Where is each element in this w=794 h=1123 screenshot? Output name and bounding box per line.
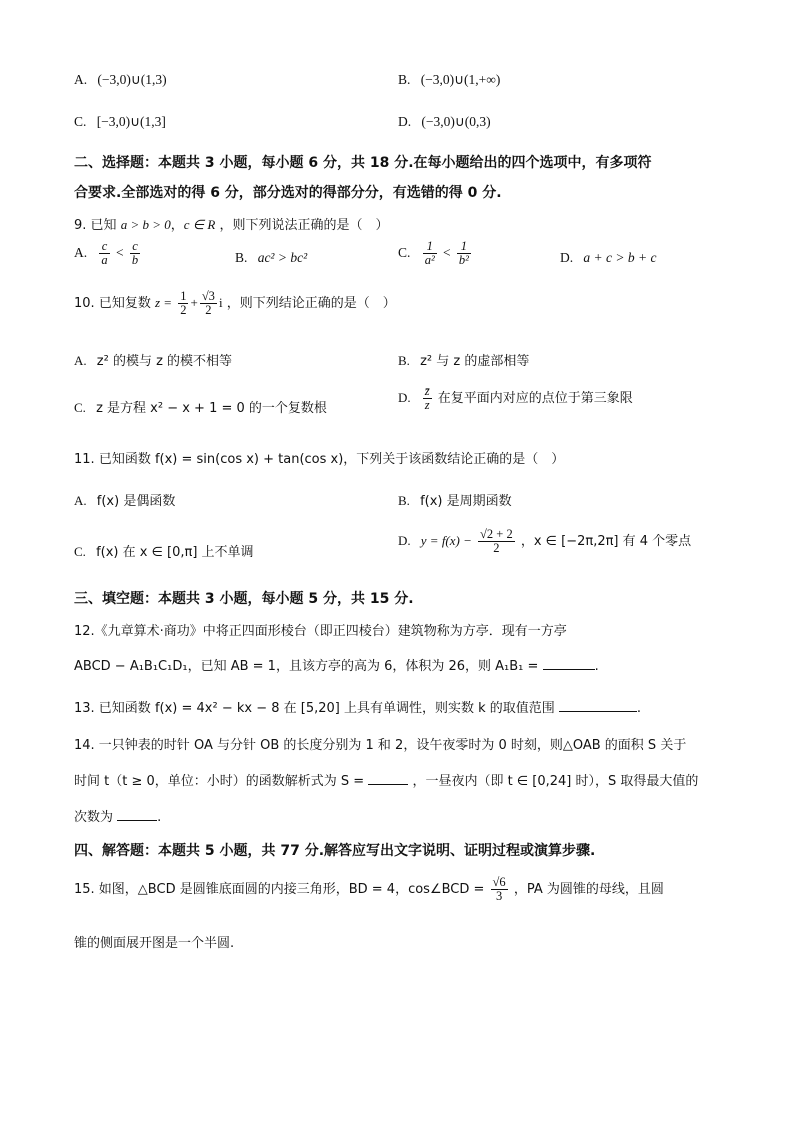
option-label: A. bbox=[74, 245, 88, 261]
q9-option-a bbox=[74, 240, 142, 267]
period: . bbox=[157, 810, 162, 825]
fraction bbox=[200, 290, 217, 317]
question-number: 11. bbox=[74, 452, 95, 467]
operator: + bbox=[190, 295, 198, 311]
section-2-heading-line1: 二、选择题：本题共 3 小题，每小题 6 分，共 18 分.在每小题给出的四个选项中，有多项符 bbox=[74, 155, 652, 171]
stem-text: ，PA 为圆锥的母线，且圆 bbox=[513, 882, 664, 898]
stem-text: 已知复数 bbox=[98, 296, 151, 312]
fraction bbox=[457, 240, 471, 267]
question-number: 10. bbox=[74, 296, 95, 312]
q11-option-b bbox=[398, 490, 512, 509]
stem-text: ABCD − A₁B₁C₁D₁，已知 AB = 1，且该方亭的高为 6，体积为 26，则 A₁B₁ = bbox=[74, 659, 539, 674]
period: . bbox=[594, 659, 599, 674]
q8-option-b bbox=[398, 72, 500, 88]
option-label: B. bbox=[398, 72, 411, 87]
fraction bbox=[423, 385, 432, 412]
denominator: z bbox=[424, 398, 430, 413]
numerator: 1 bbox=[180, 289, 187, 303]
option-text: z² 与 z 的虚部相等 bbox=[420, 354, 530, 369]
option-label: D. bbox=[560, 250, 574, 265]
option-label: C. bbox=[74, 114, 87, 129]
option-text: (−3,0)∪(0,3) bbox=[421, 114, 491, 129]
fraction bbox=[178, 290, 188, 317]
section-4-heading: 四、解答题：本题共 5 小题，共 77 分.解答应写出文字说明、证明过程或演算步骤. bbox=[74, 843, 596, 859]
fraction bbox=[491, 876, 508, 903]
fraction bbox=[130, 240, 140, 267]
q14-line2 bbox=[74, 770, 720, 789]
answer-blank[interactable] bbox=[117, 808, 157, 821]
option-label: A. bbox=[74, 72, 88, 87]
q8-option-d bbox=[398, 114, 491, 130]
condition-2: c ∈ R bbox=[183, 217, 216, 232]
option-label: C. bbox=[74, 400, 86, 415]
denominator: 2 bbox=[493, 541, 500, 556]
stem-text: 次数为 bbox=[74, 810, 114, 825]
option-label: C. bbox=[74, 544, 86, 559]
q10-option-a bbox=[74, 350, 232, 369]
denominator: 2 bbox=[205, 303, 212, 318]
numerator: √6 bbox=[492, 875, 506, 889]
q12-line1: 12.《九章算术·商功》中将正四面形棱台（即正四棱台）建筑物称为方亭．现有一方亭 bbox=[74, 624, 567, 639]
option-label: B. bbox=[398, 353, 410, 368]
option-text: ，x ∈ [−2π,2π] 有 4 个零点 bbox=[520, 534, 692, 550]
option-text: z² 的模与 z 的模不相等 bbox=[96, 354, 233, 369]
q9-stem bbox=[74, 214, 720, 233]
option-label: C. bbox=[398, 245, 411, 261]
q10-option-c bbox=[74, 397, 327, 416]
option-label: B. bbox=[398, 493, 410, 508]
option-label: D. bbox=[398, 114, 412, 129]
q10-option-d bbox=[398, 385, 633, 412]
q10-stem bbox=[74, 290, 720, 317]
stem-text: 已知函数 f(x) = sin(cos x) + tan(cos x)，下列关于该函数结论正确的是（ ） bbox=[98, 452, 565, 467]
numerator: c bbox=[130, 240, 140, 254]
numerator: √2 + 2 bbox=[480, 527, 513, 541]
stem-text: ，一昼夜内（即 t ∈ [0,24] 时），S 取得最大值的 bbox=[412, 774, 699, 789]
imaginary-unit: i bbox=[218, 295, 223, 311]
stem-text: 15. 如图，△BCD 是圆锥底面圆的内接三角形，BD = 4，cos∠BCD = bbox=[74, 882, 485, 898]
stem-text: 13. 已知函数 f(x) = 4x² − kx − 8 在 [5,20] 上具有单调性，则实数 k 的取值范围 bbox=[74, 701, 555, 716]
section-2-heading-line2: 合要求.全部选对的得 6 分，部分选对的得部分分，有选错的得 0 分. bbox=[74, 185, 502, 201]
q11-option-c bbox=[74, 541, 254, 560]
answer-blank[interactable] bbox=[543, 657, 595, 670]
stem-text: ，则下列结论正确的是（ ） bbox=[226, 296, 396, 312]
q15-line2: 锥的侧面展开图是一个半圆. bbox=[74, 936, 235, 951]
q15-line1 bbox=[74, 876, 720, 903]
numerator: c bbox=[99, 240, 109, 254]
operator: < bbox=[442, 245, 451, 261]
q12-line2 bbox=[74, 655, 720, 674]
q8-option-a bbox=[74, 72, 167, 88]
q9-option-b bbox=[235, 250, 307, 266]
option-text: [−3,0)∪(1,3] bbox=[96, 114, 166, 129]
numerator: z̄ bbox=[424, 384, 430, 398]
fraction bbox=[99, 240, 109, 267]
option-text: z 是方程 x² − x + 1 = 0 的一个复数根 bbox=[96, 401, 327, 416]
fraction bbox=[423, 240, 437, 267]
option-text: ac² > bc² bbox=[257, 250, 308, 265]
q9-option-c bbox=[398, 240, 473, 267]
fraction bbox=[478, 528, 515, 555]
question-number: 9. bbox=[74, 218, 87, 233]
q10-option-b bbox=[398, 350, 529, 369]
condition-1: a > b > 0 bbox=[120, 217, 171, 232]
numerator: 1 bbox=[423, 240, 437, 254]
q11-option-d bbox=[398, 528, 691, 555]
denominator: 2 bbox=[180, 303, 187, 318]
option-label: B. bbox=[235, 250, 248, 265]
option-text: f(x) 是偶函数 bbox=[96, 494, 176, 509]
q14-line1: 14. 一只钟表的时针 OA 与分针 OB 的长度分别为 1 和 2，设午夜零时为 0 时刻，则△OAB 的面积 S 关于 bbox=[74, 738, 687, 753]
section-3-heading: 三、填空题：本题共 3 小题，每小题 5 分，共 15 分. bbox=[74, 591, 414, 607]
function-expression: y = f(x) − bbox=[420, 533, 472, 549]
q13-stem bbox=[74, 697, 720, 716]
q9-option-d bbox=[560, 250, 657, 266]
option-text: f(x) 是周期函数 bbox=[420, 494, 512, 509]
option-text: f(x) 在 x ∈ [0,π] 上不单调 bbox=[96, 545, 254, 560]
q14-line3 bbox=[74, 806, 720, 825]
q11-option-a bbox=[74, 490, 175, 509]
option-label: D. bbox=[398, 533, 411, 549]
denominator: b² bbox=[458, 253, 469, 268]
answer-blank[interactable] bbox=[559, 699, 637, 712]
separator: ， bbox=[170, 218, 184, 233]
option-label: A. bbox=[74, 353, 87, 368]
numerator: 1 bbox=[457, 240, 471, 254]
denominator: 3 bbox=[495, 889, 503, 904]
option-label: D. bbox=[398, 390, 411, 406]
stem-text: 已知 bbox=[90, 218, 117, 233]
option-text: 在复平面内对应的点位于第三象限 bbox=[437, 391, 633, 407]
option-text: (−3,0)∪(1,3) bbox=[97, 72, 167, 87]
option-text: a + c > b + c bbox=[583, 250, 657, 265]
denominator: b bbox=[131, 253, 139, 268]
q11-stem bbox=[74, 448, 720, 467]
stem-text: 时间 t（t ≥ 0，单位：小时）的函数解析式为 S = bbox=[74, 774, 365, 789]
stem-text: ，则下列说法正确的是（ ） bbox=[219, 218, 389, 233]
z-equals: z = bbox=[154, 295, 173, 311]
denominator: a² bbox=[424, 253, 435, 268]
period: . bbox=[636, 701, 642, 716]
numerator: √3 bbox=[201, 289, 215, 303]
denominator: a bbox=[101, 253, 108, 268]
q8-option-c bbox=[74, 114, 166, 130]
option-label: A. bbox=[74, 493, 87, 508]
option-text: (−3,0)∪(1,+∞) bbox=[420, 72, 501, 87]
operator: < bbox=[115, 245, 124, 261]
answer-blank[interactable] bbox=[368, 772, 408, 785]
